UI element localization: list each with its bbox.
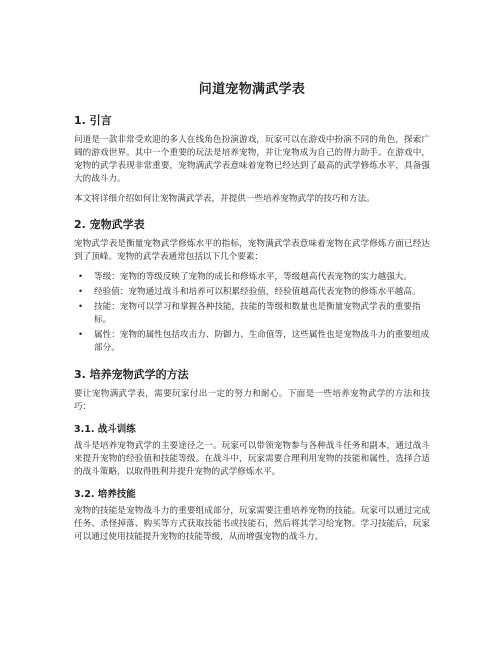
section-3-heading: 3. 培养宠物武学的方法 bbox=[74, 368, 189, 381]
section-2-heading: 2. 宠物武学表 bbox=[74, 218, 145, 231]
bullet-icon: • bbox=[78, 287, 84, 297]
list-item-text: 经验值：宠物通过战斗和培养可以积累经验值，经验值越高代表宠物的修炼水平越高。 bbox=[94, 287, 421, 297]
subsection-3-2-paragraph: 宠物的技能是宠物战斗力的重要组成部分，玩家需要注重培养宠物的技能。玩家可以通过完成任务、杀怪掉落、购买等方式获取技能书或技能石，然后将其学习给宠物。学习技能后，玩家可以通过使用技能提升宠物的技能等级，从而增强宠物的战斗力。 bbox=[74, 506, 430, 542]
section-1-paragraph-2: 本文将详细介绍如何让宠物满武学表，并提供一些培养宠物武学的技巧和方法。 bbox=[74, 194, 375, 204]
bullet-icon: • bbox=[78, 272, 84, 282]
list-item-text: 技能：宠物可以学习和掌握各种技能，技能的等级和数量也是衡量宠物武学表的重要指标。 bbox=[94, 302, 421, 325]
document-page bbox=[74, 78, 430, 551]
list-item bbox=[74, 329, 430, 355]
list-item bbox=[74, 286, 430, 299]
section-1-heading: 1. 引言 bbox=[74, 114, 112, 127]
bullet-icon: • bbox=[78, 330, 84, 340]
section-2-paragraph-1: 宠物武学表是衡量宠物武学修炼水平的指标，宠物满武学表意味着宠物在武学修炼方面已经达到了顶峰。宠物的武学表通常包括以下几个要素： bbox=[74, 239, 430, 262]
list-item bbox=[74, 301, 430, 327]
bullet-icon: • bbox=[78, 302, 84, 312]
element-list bbox=[74, 271, 430, 355]
list-item-text: 属性：宠物的属性包括攻击力、防御力、生命值等，这些属性也是宠物战斗力的重要组成部分。 bbox=[94, 330, 430, 353]
subsection-3-1-paragraph: 战斗是培养宠物武学的主要途径之一。玩家可以带领宠物参与各种战斗任务和副本，通过战斗来提升宠物的经验值和技能等级。在战斗中，玩家需要合理利用宠物的技能和属性，选择合适的战斗策略，以取得胜利并提升宠物的武学修炼水平。 bbox=[74, 441, 430, 477]
section-3-paragraph-1: 要让宠物满武学表，需要玩家付出一定的努力和耐心。下面是一些培养宠物武学的方法和技巧： bbox=[74, 389, 430, 412]
document-title: 问道宠物满武学表 bbox=[198, 82, 306, 97]
list-item-text: 等级：宠物的等级反映了宠物的成长和修炼水平，等级越高代表宠物的实力越强大。 bbox=[94, 272, 412, 282]
subsection-3-2-heading: 3.2. 培养技能 bbox=[74, 489, 136, 500]
list-item bbox=[74, 271, 430, 284]
section-1-paragraph-1: 问道是一款非常受欢迎的多人在线角色扮演游戏，玩家可以在游戏中扮演不同的角色，探索广阔的游戏世界。其中一个重要的玩法是培养宠物，并让宠物成为自己的得力助手。在游戏中，宠物的武学表现非常重要，宠物满武学表意味着宠物已经达到了最高的武学修炼水平，具备强大的战斗力。 bbox=[74, 135, 430, 184]
subsection-3-1-heading: 3.1. 战斗训练 bbox=[74, 424, 136, 435]
